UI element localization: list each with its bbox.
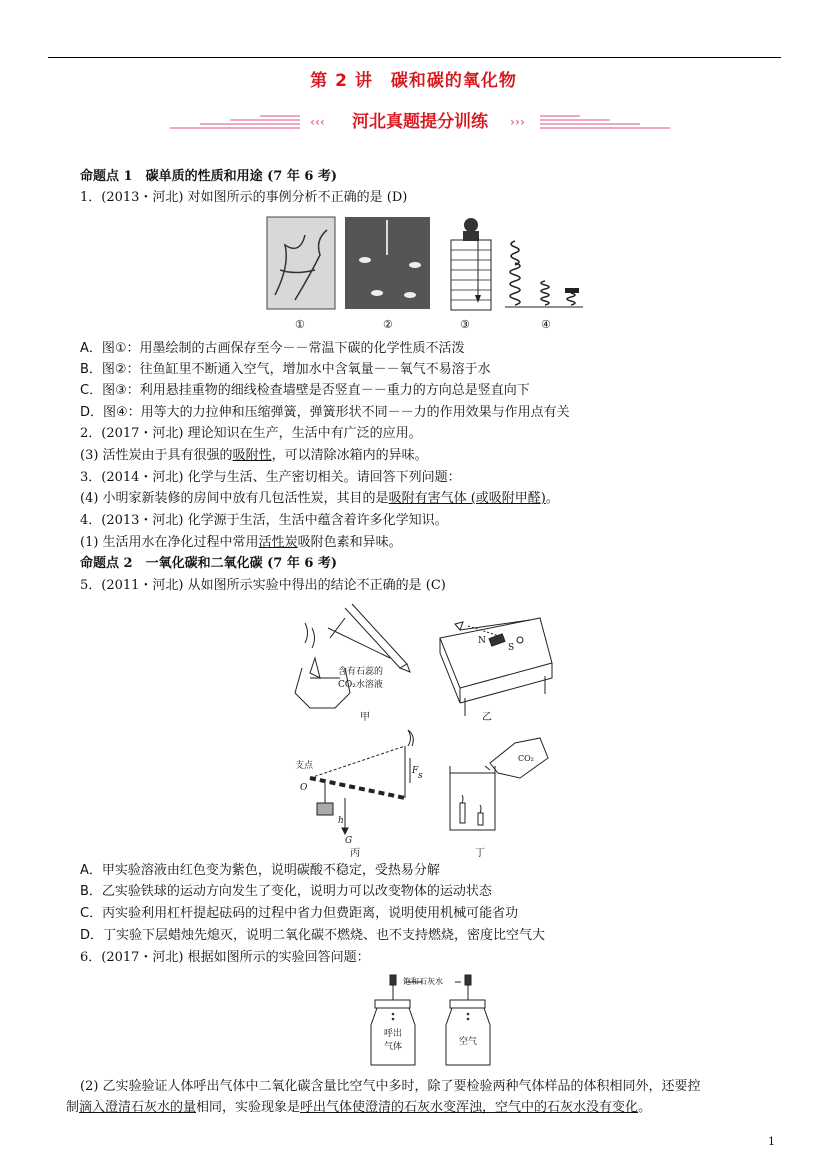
page-title: 第 2 讲 碳和碳的氧化物: [310, 71, 517, 91]
section-heading-1: 命题点 1 碳单质的性质和用途 (7 年 6 考): [80, 169, 338, 184]
q6-para-b: 制滴入澄清石灰水的量相同，实验现象是呼出气体使澄清的石灰水变浑浊，空气中的石灰水没有变化。: [66, 1100, 652, 1115]
banner-text: 河北真题提分训练: [352, 112, 488, 132]
fig-label-1: ①: [295, 318, 305, 331]
q4-answer: 活性炭: [258, 535, 298, 550]
force-f: F: [412, 766, 419, 776]
q5-option-c: C．丙实验利用杠杆提起砝码的过程中省力但费距离，说明使用机械可能省功: [80, 906, 519, 921]
q1-option-d: D．图④：用等大的力拉伸和压缩弹簧，弹簧形状不同－－力的作用效果与作用点有关: [80, 405, 570, 420]
label-yi: 乙: [482, 712, 492, 723]
q1-stem: 1．(2013・河北) 对如图所示的事例分析不正确的是 (D): [80, 190, 408, 205]
q5-option-d: D．丁实验下层蜡烛先熄灭，说明二氧化碳不燃烧、也不支持燃烧，密度比空气大: [80, 928, 546, 943]
q5-stem: 5．(2011・河北) 从如图所示实验中得出的结论不正确的是 (C): [80, 578, 446, 593]
q5-option-a: A．甲实验溶液由红色变为紫色，说明碳酸不稳定，受热易分解: [80, 863, 440, 878]
weight-g: G: [345, 836, 353, 846]
q2-stem: 2．(2017・河北) 理论知识在生产，生活中有广泛的应用。: [80, 426, 422, 441]
fig-label-3: ③: [460, 318, 470, 331]
point-o: O: [300, 783, 308, 793]
magnet-n: N: [478, 636, 486, 646]
height-h: h: [338, 816, 344, 826]
q6-answer-2: 呼出气体使澄清的石灰水变浑浊，空气中的石灰水没有变化: [300, 1100, 639, 1115]
q1-option-a: A．图①：用墨绘制的古画保存至今－－常温下碳的化学性质不活泼: [80, 341, 465, 356]
pivot-label: 支点: [295, 761, 314, 771]
section-banner: [170, 106, 670, 136]
page-number: 1: [768, 1135, 775, 1148]
q4-sub: (1) 生活用水在净化过程中常用活性炭吸附色素和异味。: [80, 535, 402, 550]
liquid-label-2: CO₂水溶液: [338, 680, 383, 690]
fig-label-2: ②: [383, 318, 393, 331]
q2-answer: 吸附性: [232, 448, 272, 463]
q6-para-a: (2) 乙实验验证人体呼出气体中二氧化碳含量比空气中多时，除了要检验两种气体样品的体积相同外，还要控: [80, 1079, 701, 1094]
q6-figure: [365, 970, 505, 1068]
q3-sub: (4) 小明家新装修的房间中放有几包活性炭，其目的是吸附有害气体 (或吸附甲醛)。: [80, 491, 559, 506]
q3-answer: 吸附有害气体 (或吸附甲醛): [388, 491, 546, 506]
liquid-label-1: 含有石蕊的: [338, 667, 384, 677]
q2-sub: (3) 活性炭由于具有很强的吸附性，可以清除冰箱内的异味。: [80, 448, 428, 463]
label-ding: 丁: [475, 848, 485, 859]
q1-figure: [265, 215, 585, 333]
q1-option-c: C．图③：利用悬挂重物的细线检查墙壁是否竖直－－重力的方向总是竖直向下: [80, 383, 530, 398]
magnet-s: S: [508, 643, 515, 653]
bottle-right-label: 空气: [458, 1037, 478, 1047]
q5-option-b: B．乙实验铁球的运动方向发生了变化，说明力可以改变物体的运动状态: [80, 884, 492, 899]
q3-stem: 3．(2014・河北) 化学与生活、生产密切相关。请回答下列问题：: [80, 470, 461, 485]
q1-option-b: B．图②：往鱼缸里不断通入空气，增加水中含氧量－－氧气不易溶于水: [80, 362, 491, 377]
q6-answer-1: 滴入澄清石灰水的量: [79, 1100, 197, 1115]
co2-label: CO₂: [518, 754, 534, 763]
svg-text:‹‹‹: ‹‹‹: [310, 115, 325, 129]
q6-stem: 6．(2017・河北) 根据如图所示的实验回答问题：: [80, 950, 370, 965]
header-rule: [48, 57, 781, 58]
distance-s: s: [418, 771, 423, 781]
bottle-left-line1: 呼出: [383, 1029, 403, 1039]
bottle-left-line2: 气体: [383, 1042, 403, 1052]
label-bing: 丙: [350, 848, 360, 859]
reagent-label: 饱和石灰水: [403, 977, 443, 986]
fig-label-4: ④: [541, 318, 551, 331]
label-jia: 甲: [360, 712, 370, 723]
section-heading-2: 命题点 2 一氧化碳和二氧化碳 (7 年 6 考): [80, 556, 338, 571]
q4-stem: 4．(2013・河北) 化学源于生活，生活中蕴含着许多化学知识。: [80, 513, 448, 528]
q5-figure: [290, 598, 560, 860]
svg-text:›››: ›››: [510, 115, 525, 129]
